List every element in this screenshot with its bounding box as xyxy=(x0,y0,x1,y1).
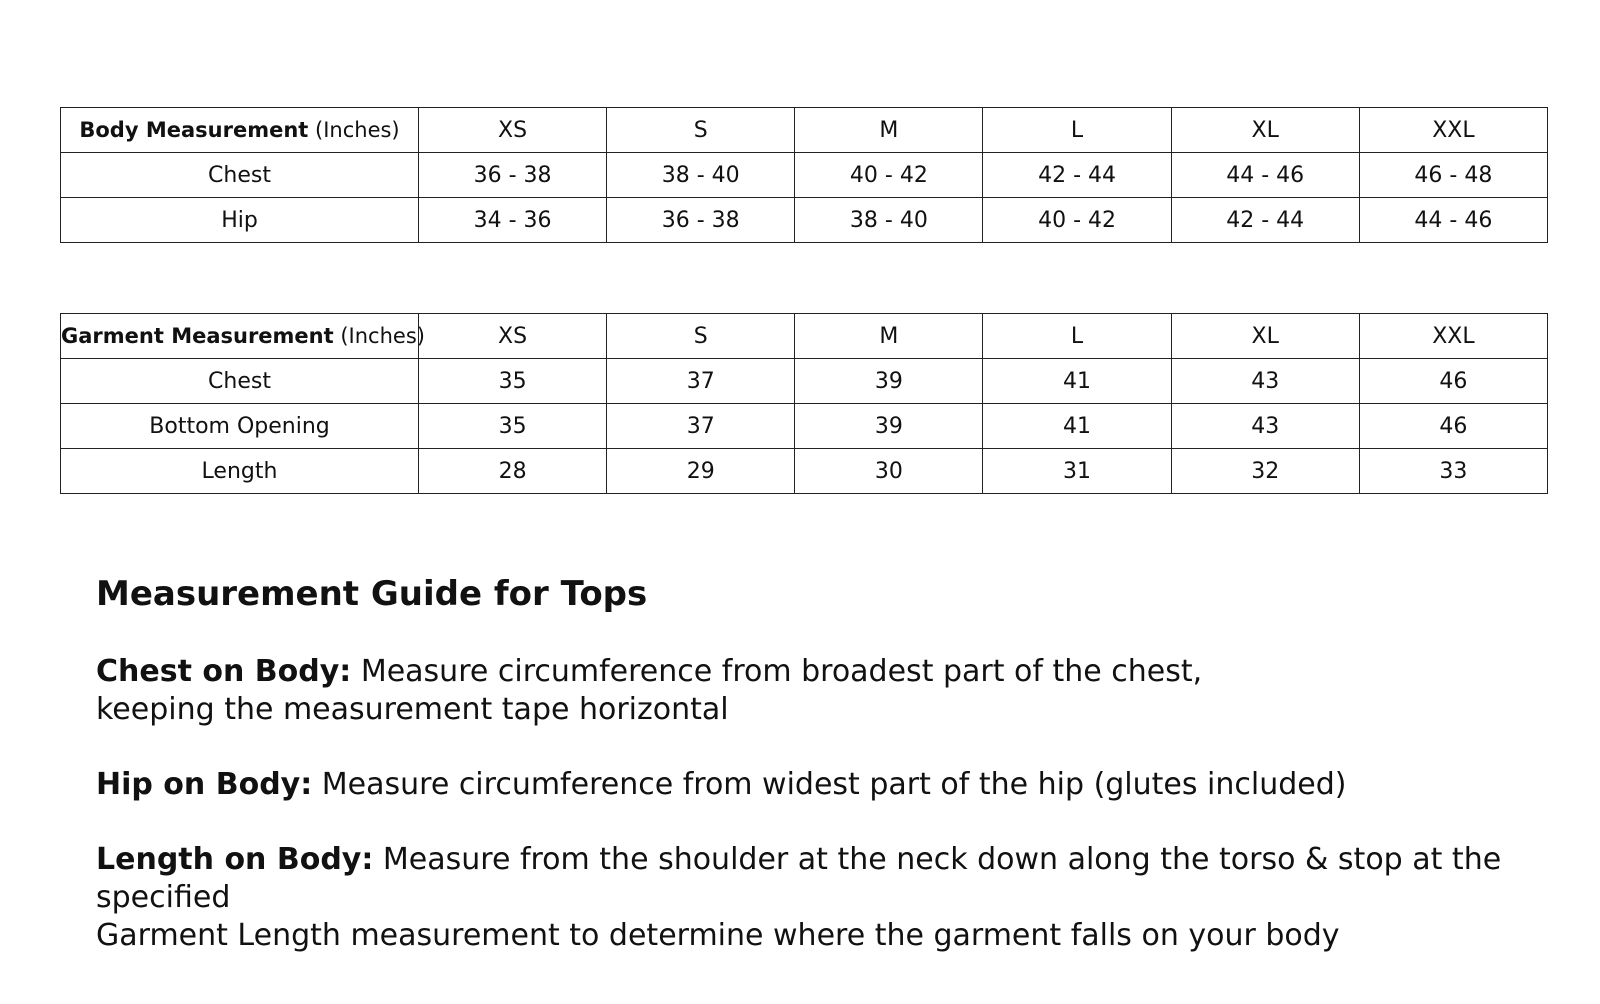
table-cell: 46 xyxy=(1359,404,1547,449)
table-cell: 41 xyxy=(983,359,1171,404)
guide-term: Length on Body: xyxy=(96,842,374,877)
table-cell: 36 - 38 xyxy=(419,153,607,198)
table-header-title: Garment Measurement xyxy=(61,324,334,348)
guide-line xyxy=(96,841,1566,917)
table-row xyxy=(61,404,1548,449)
table-cell: 46 xyxy=(1359,359,1547,404)
table-cell: 44 - 46 xyxy=(1359,198,1547,243)
table-cell: 28 xyxy=(419,449,607,494)
guide-text: Measure circumference from widest part of the hip (glutes included) xyxy=(321,767,1347,802)
guide-item-length xyxy=(96,841,1566,955)
guide-text: Measure from the shoulder at the neck down along the torso & stop at the specified xyxy=(96,842,1502,915)
table-header-label xyxy=(61,108,419,153)
table-header-label xyxy=(61,314,425,359)
table-cell: 39 xyxy=(795,359,983,404)
size-header-xxl: XXL xyxy=(1359,108,1547,153)
table-cell: 42 - 44 xyxy=(1171,198,1359,243)
size-header-l: L xyxy=(983,314,1171,359)
guide-term: Chest on Body: xyxy=(96,654,352,689)
table-cell: 38 - 40 xyxy=(795,198,983,243)
table-cell: 41 xyxy=(983,404,1171,449)
table-cell: 39 xyxy=(795,404,983,449)
size-header-xxl: XXL xyxy=(1359,314,1547,359)
guide-text: Measure circumference from broadest part of the chest, xyxy=(360,654,1203,689)
size-header-xs: XS xyxy=(419,314,607,359)
garment-measurement-table xyxy=(60,313,1548,494)
row-label: Chest xyxy=(61,153,419,198)
table-cell: 38 - 40 xyxy=(607,153,795,198)
size-header-xl: XL xyxy=(1171,314,1359,359)
guide-line: keeping the measurement tape horizontal xyxy=(96,692,729,727)
table-cell: 33 xyxy=(1359,449,1547,494)
table-cell: 40 - 42 xyxy=(983,198,1171,243)
table-cell: 43 xyxy=(1171,404,1359,449)
table-cell: 37 xyxy=(607,359,795,404)
body-measurement-table xyxy=(60,107,1548,243)
table-row xyxy=(61,153,1548,198)
guide-line xyxy=(96,766,1566,804)
guide-term: Hip on Body: xyxy=(96,767,313,802)
table-cell: 40 - 42 xyxy=(795,153,983,198)
table-cell: 46 - 48 xyxy=(1359,153,1547,198)
table-cell: 35 xyxy=(419,404,607,449)
row-label: Bottom Opening xyxy=(61,404,419,449)
table-cell: 37 xyxy=(607,404,795,449)
table-header-unit: (Inches) xyxy=(315,118,400,142)
size-header-xs: XS xyxy=(419,108,607,153)
table-header-row xyxy=(61,108,1548,153)
table-row xyxy=(61,359,1548,404)
table-cell: 30 xyxy=(795,449,983,494)
row-label: Length xyxy=(61,449,419,494)
size-header-l: L xyxy=(983,108,1171,153)
guide-item-hip xyxy=(96,766,1566,804)
table-cell: 34 - 36 xyxy=(419,198,607,243)
table-cell: 35 xyxy=(419,359,607,404)
table-row xyxy=(61,449,1548,494)
size-header-s: S xyxy=(607,314,795,359)
table-header-unit: (Inches) xyxy=(340,324,425,348)
table-header-row xyxy=(61,314,1548,359)
size-header-m: M xyxy=(795,314,983,359)
guide-title: Measurement Guide for Tops xyxy=(96,574,648,614)
size-header-m: M xyxy=(795,108,983,153)
size-header-s: S xyxy=(607,108,795,153)
size-header-xl: XL xyxy=(1171,108,1359,153)
table-cell: 43 xyxy=(1171,359,1359,404)
table-cell: 32 xyxy=(1171,449,1359,494)
table-cell: 44 - 46 xyxy=(1171,153,1359,198)
guide-item-chest xyxy=(96,653,1566,729)
row-label: Hip xyxy=(61,198,419,243)
table-row xyxy=(61,198,1548,243)
table-cell: 36 - 38 xyxy=(607,198,795,243)
guide-line: Garment Length measurement to determine where the garment falls on your body xyxy=(96,918,1340,953)
row-label: Chest xyxy=(61,359,419,404)
table-header-title: Body Measurement xyxy=(79,118,309,142)
table-cell: 31 xyxy=(983,449,1171,494)
table-cell: 29 xyxy=(607,449,795,494)
table-cell: 42 - 44 xyxy=(983,153,1171,198)
guide-line xyxy=(96,653,1566,691)
